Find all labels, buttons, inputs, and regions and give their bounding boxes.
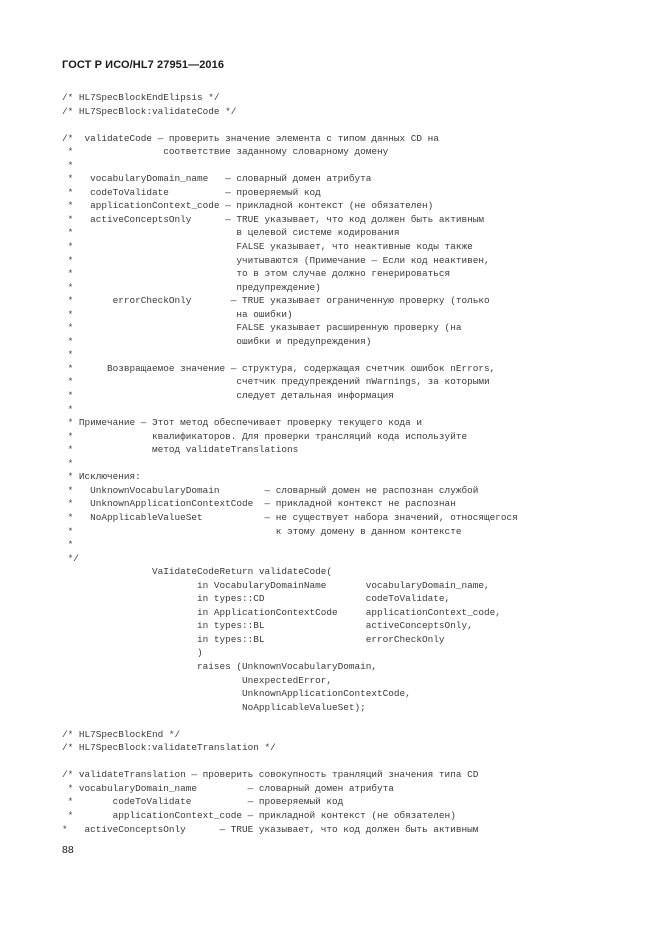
standard-header: ГОСТ Р ИСО/HL7 27951—2016: [62, 59, 225, 71]
code-line: * ошибки и предупреждения): [62, 335, 372, 347]
code-line: *: [62, 349, 74, 361]
code-line: NoApplicableValueSet);: [62, 701, 366, 713]
code-line: UnexpectedError,: [62, 674, 333, 686]
code-line: /* validateTranslation — проверить совокупность транляций значения типа CD: [62, 769, 479, 781]
page-number: 88: [62, 844, 74, 856]
code-line: * Исключения:: [62, 471, 141, 483]
code-line: /* HL7SpecBlock:validateTranslation */: [62, 742, 276, 754]
code-line: * FALSE указывает расширенную проверку (на: [62, 322, 462, 334]
code-line: * квалификаторов. Для проверки трансляций кода используйте: [62, 430, 468, 442]
code-line: * на ошибки): [62, 308, 293, 320]
code-line: *: [62, 159, 74, 171]
code-line: * codeToValidate — проверяемый код: [62, 796, 344, 808]
code-line: * activeConceptsOnly — TRUE указывает, что код должен быть активным: [62, 213, 484, 225]
code-line: * метод validateTranslations: [62, 444, 299, 456]
code-line: raises (UnknownVocabularyDomain,: [62, 660, 378, 672]
code-line: * то в этом случае должно генерироваться: [62, 268, 451, 280]
code-line: in ApplicationContextCode applicationContext_code,: [62, 606, 501, 618]
code-line: in VocabularyDomainName vocabularyDomain_name,: [62, 579, 490, 591]
code-line: * счетчик предупреждений nWarnings, за которыми: [62, 376, 490, 388]
code-line: [62, 714, 518, 728]
code-line: * NoApplicableValueSet — не существует набора значений, относящегося: [62, 511, 518, 523]
code-line: * vocabularyDomain_name — словарный домен атрибута: [62, 173, 372, 185]
code-line: * codeToValidate — проверяемый код: [62, 186, 321, 198]
code-line: /* HL7SpecBlockEndElipsis */: [62, 92, 220, 103]
code-line: * applicationContext_code — прикладной контекст (не обязателен): [62, 200, 434, 212]
code-line: * соответствие заданному словарному домену: [62, 146, 389, 158]
code-line: * activeConceptsOnly — TRUE указывает, что код должен быть активным: [62, 823, 479, 835]
code-line: * Возвращаемое значение — структура, содержащая счетчик ошибок nErrors,: [62, 362, 496, 374]
code-line: * UnknownApplicationContextCode — прикладной контекст не распознан: [62, 498, 456, 510]
code-line: * errorCheckOnly — TRUE указывает ограниченную проверку (только: [62, 295, 490, 307]
code-line: *: [62, 457, 74, 469]
code-line: [62, 755, 518, 769]
code-line: * учитываются (Примечание — Если код неактивен,: [62, 254, 490, 266]
code-line: in types::CD codeToValidate,: [62, 593, 451, 605]
code-line: in types::BL errorCheckOnly: [62, 633, 445, 645]
code-line: * к этому домену в данном контексте: [62, 525, 462, 537]
code-listing: [62, 91, 518, 836]
code-line: * Примечание — Этот метод обеспечивает проверку текущего кода и: [62, 417, 423, 429]
code-line: /* HL7SpecBlockEnd */: [62, 728, 181, 740]
code-line: * UnknownVocabularyDomain — словарный домен не распознан службой: [62, 484, 479, 496]
code-line: * предупреждение): [62, 281, 321, 293]
code-line: UnknownApplicationContextCode,: [62, 688, 411, 700]
code-line: VaIidateCodeReturn validateCode(: [62, 566, 333, 578]
code-line: */: [62, 552, 79, 564]
code-line: [62, 118, 518, 132]
code-line: /* validateCode — проверить значение элемента с типом данных CD на: [62, 132, 439, 144]
code-line: * vocabularyDomain_name — словарный домен атрибута: [62, 782, 394, 794]
code-line: *: [62, 403, 74, 415]
code-line: * следует детальная информация: [62, 390, 394, 402]
code-line: in types::BL activeConceptsOnly,: [62, 620, 473, 632]
code-line: *: [62, 539, 74, 551]
code-line: * FALSE указывает, что неактивные коды также: [62, 241, 473, 253]
code-line: * в целевой системе кодирования: [62, 227, 400, 239]
code-line: /* HL7SpecBlock:validateCode */: [62, 105, 237, 117]
code-line: * applicationContext_code — прикладной контекст (не обязателен): [62, 809, 456, 821]
code-line: ): [62, 647, 203, 659]
